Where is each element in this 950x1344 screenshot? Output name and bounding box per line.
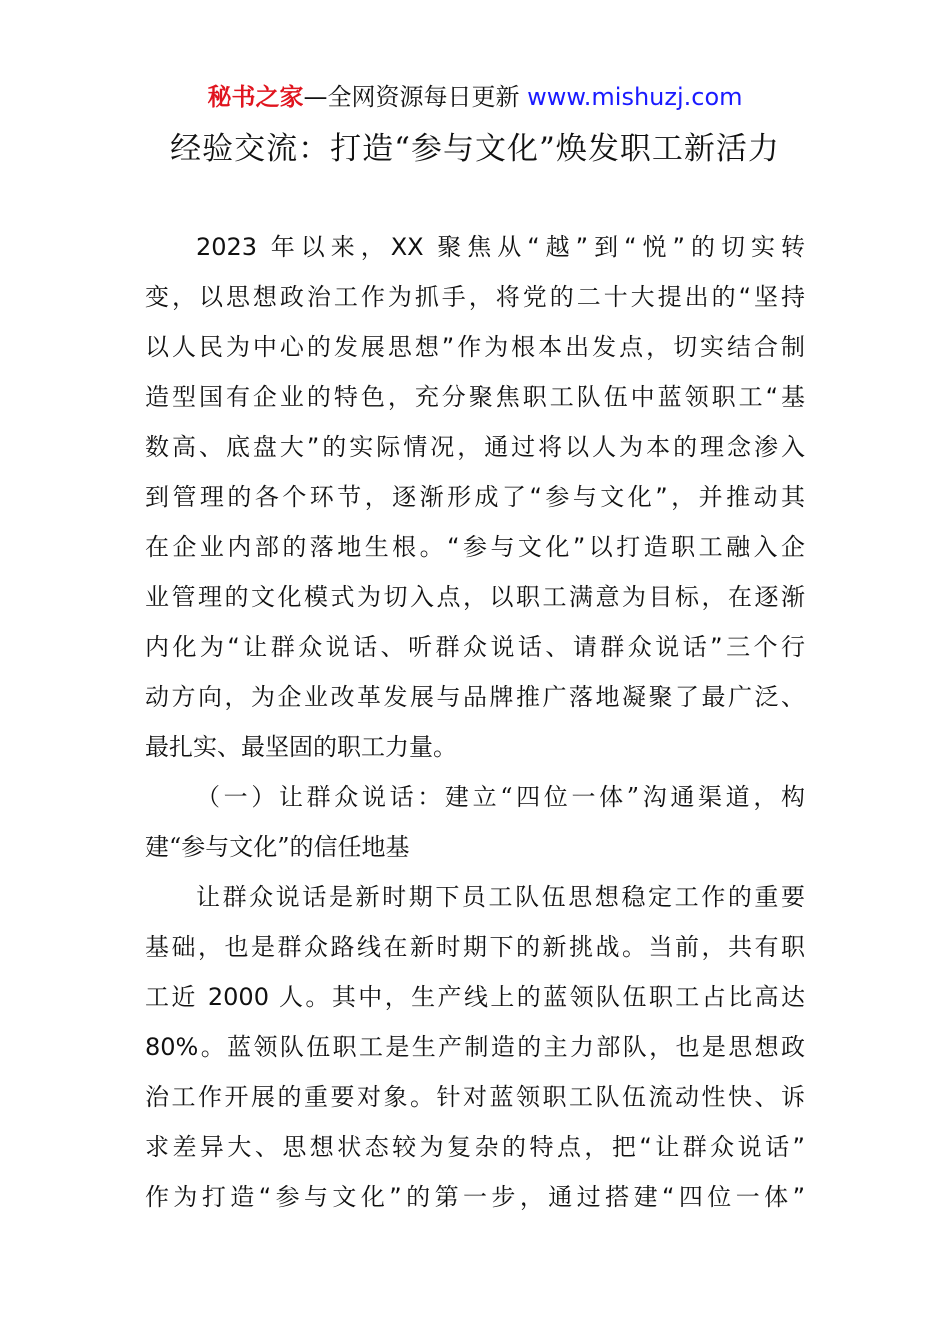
paragraph-line: 以人民为中心的发展思想”作为根本出发点，切实结合制: [145, 333, 805, 361]
paragraph-line: 让群众说话是新时期下员工队伍思想稳定工作的重要: [196, 883, 805, 911]
site-url-link[interactable]: www.mishuzj.com: [527, 83, 743, 111]
paragraph-line: 内化为“让群众说话、听群众说话、请群众说话”三个行: [145, 633, 805, 661]
paragraph-line: 业管理的文化模式为切入点，以职工满意为目标，在逐渐: [145, 583, 805, 611]
paragraph-line: 治工作开展的重要对象。针对蓝领职工队伍流动性快、诉: [145, 1083, 805, 1111]
site-header: [0, 80, 950, 114]
section-heading-line: （一）让群众说话：建立“四位一体”沟通渠道，构: [196, 783, 805, 811]
site-brand: 秘书之家: [207, 83, 304, 111]
paragraph-line: 数高、底盘大”的实际情况，通过将以人为本的理念渗入: [145, 433, 805, 461]
paragraph-line: 到管理的各个环节，逐渐形成了“参与文化”，并推动其: [145, 483, 805, 511]
paragraph-line: 2023 年以来，XX 聚焦从“越”到“悦”的切实转: [196, 233, 805, 261]
paragraph-line: 求差异大、思想状态较为复杂的特点，把“让群众说话”: [145, 1133, 805, 1161]
paragraph-line: 变，以思想政治工作为抓手，将党的二十大提出的“坚持: [145, 283, 805, 311]
section-heading-line: 建“参与文化”的信任地基: [145, 833, 410, 861]
paragraph-line: 基础，也是群众路线在新时期下的新挑战。当前，共有职: [145, 933, 805, 961]
paragraph-line: 作为打造“参与文化”的第一步，通过搭建“四位一体”: [145, 1183, 805, 1211]
site-tagline: —全网资源每日更新: [303, 83, 520, 111]
paragraph-line: 造型国有企业的特色，充分聚焦职工队伍中蓝领职工“基: [145, 383, 805, 411]
document-title: 经验交流：打造“参与文化”焕发职工新活力: [170, 131, 780, 167]
paragraph-line: 在企业内部的落地生根。“参与文化”以打造职工融入企: [145, 533, 805, 561]
paragraph-line: 最扎实、最坚固的职工力量。: [145, 733, 457, 761]
paragraph-line: 动方向，为企业改革发展与品牌推广落地凝聚了最广泛、: [145, 683, 805, 711]
paragraph-line: 80%。蓝领队伍职工是生产制造的主力部队，也是思想政: [145, 1033, 805, 1061]
paragraph-line: 工近 2000 人。其中，生产线上的蓝领队伍职工占比高达: [145, 983, 805, 1011]
